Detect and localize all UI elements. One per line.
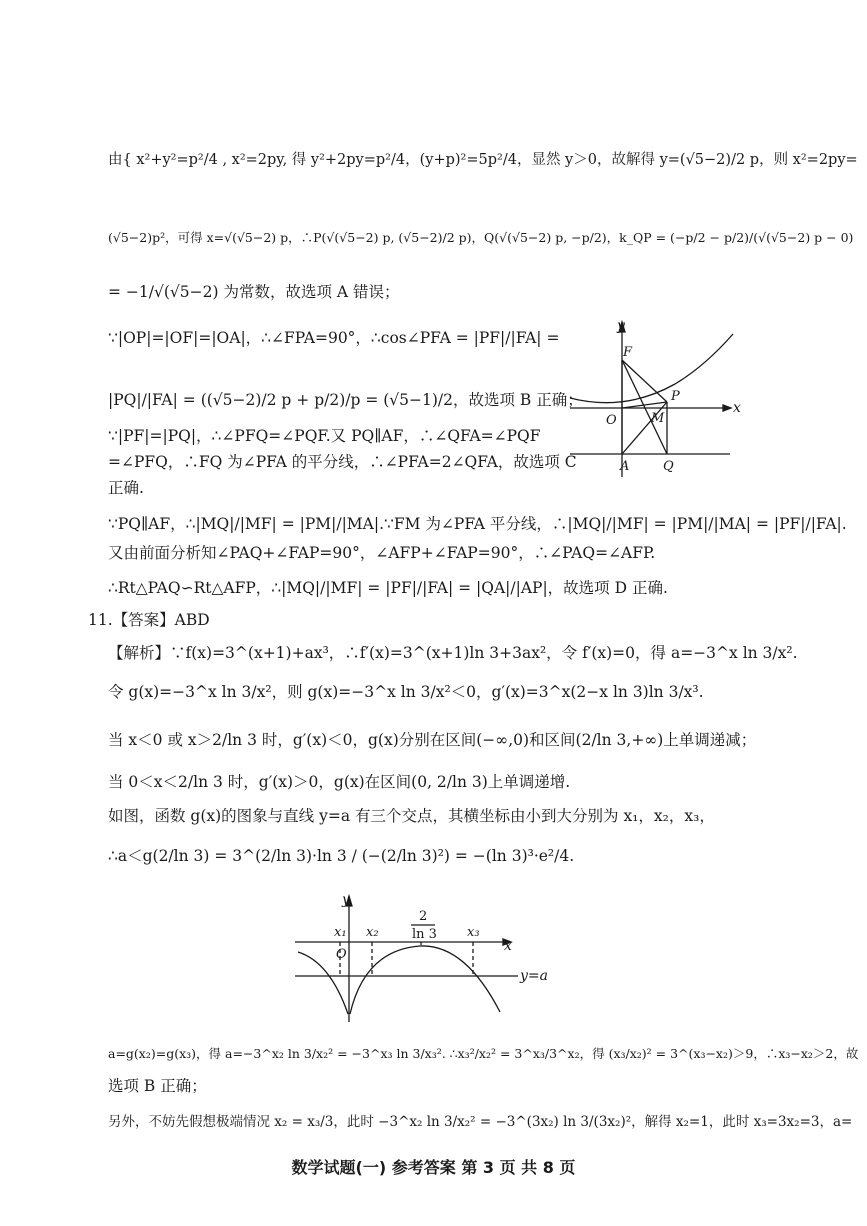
p11-answer-heading: 11.【答案】ABD: [88, 611, 210, 629]
page-footer: 数学试题(一) 参考答案 第 3 页 共 8 页: [291, 1158, 576, 1177]
p11-line-8: 选项 B 正确；: [108, 1077, 207, 1095]
p11-line-4: 当 0＜x＜2/ln 3 时，g′(x)＞0，g(x)在区间(0, 2/ln 3)上单调递增.: [108, 773, 571, 791]
label-F: F: [623, 345, 633, 360]
p10-line-1: 由{ x²+y²=p²/4 , x²=2py, 得 y²+2py=p²/4，(y+p)²=5p²/4，显然 y＞0，故解得 y=(√5−2)/2 p，则 x²=2py=: [108, 152, 858, 168]
label-peak-numerator: 2: [419, 909, 428, 924]
p11-line-6: ∴a＜g(2/ln 3) = 3^(2/ln 3)·ln 3 / (−(2/ln 3)²) = −(ln 3)³·e²/4.: [108, 847, 575, 865]
label-x2: x₂: [366, 925, 379, 940]
label-M: M: [651, 411, 665, 426]
label-A: A: [620, 459, 630, 474]
p10-line-4: ∵|OP|=|OF|=|OA|，∴∠FPA=90°，∴cos∠PFA = |PF|/|FA| =: [108, 329, 560, 347]
parabola-figure: [565, 312, 745, 482]
p11-line-9: 另外，不妨先假想极端情况 x₂ = x₃/3，此时 −3^x₂ ln 3/x₂² = −3^(3x₂) ln 3/(3x₂)²，解得 x₂=1，此时 x₃=3x₂=3，a=: [108, 1114, 853, 1130]
p10-line-6: ∵|PF|=|PQ|，∴∠PFQ=∠PQF.又 PQ∥AF，∴∠QFA=∠PQF: [108, 427, 541, 445]
segment-FP: [622, 360, 667, 402]
p10-line-2: (√5−2)p²，可得 x=√(√5−2) p，∴P(√(√5−2) p, (√5−2)/2 p)，Q(√(√5−2) p, −p/2)，k_QP = (−p/2 − p/2)/(√(√5−2) p − 0): [108, 230, 854, 245]
p11-line-2: 令 g(x)=−3^x ln 3/x²，则 g(x)=−3^x ln 3/x²＜0，g′(x)=3^x(2−x ln 3)ln 3/x³.: [108, 683, 704, 701]
parabola-curve: [570, 334, 733, 403]
p10-line-3: = −1/√(√5−2) 为常数，故选项 A 错误；: [108, 283, 400, 301]
p11-line-1: 【解析】∵f(x)=3^(x+1)+ax³，∴f′(x)=3^(x+1)ln 3+3ax²，令 f′(x)=0，得 a=−3^x ln 3/x².: [108, 644, 798, 662]
label-x3: x₃: [467, 925, 480, 940]
p11-line-7: a=g(x₂)=g(x₃)，得 a=−3^x₂ ln 3/x₂² = −3^x₃ ln 3/x₃². ∴x₃²/x₂² = 3^x₃/3^x₂，得 (x₃/x₂)² = 3^(x₃−x₂)＞9，∴x₃−x₂＞2，故: [108, 1046, 859, 1061]
p10-line-11: ∴Rt△PAQ∽Rt△AFP，∴|MQ|/|MF| = |PF|/|FA| = |QA|/|AP|，故选项 D 正确.: [108, 579, 668, 597]
p11-line-5: 如图，函数 g(x)的图象与直线 y=a 有三个交点，其横坐标由小到大分别为 x₁，x₂，x₃，: [108, 807, 715, 825]
label-O: O: [336, 947, 347, 962]
gx-graph-figure: [290, 890, 560, 1025]
p10-line-10: 又由前面分析知∠PAQ+∠FAP=90°，∠AFP+∠FAP=90°，∴∠PAQ=∠AFP.: [108, 544, 656, 562]
label-y: y: [342, 892, 350, 908]
label-Q: Q: [663, 459, 674, 474]
label-y: y: [617, 318, 625, 334]
p10-line-8: 正确.: [108, 479, 144, 497]
p10-line-9: ∵PQ∥AF，∴|MQ|/|MF| = |PM|/|MA|.∵FM 为∠PFA 平分线，∴|MQ|/|MF| = |PM|/|MA| = |PF|/|FA|.: [108, 515, 847, 533]
p10-line-5: |PQ|/|FA| = ((√5−2)/2 p + p/2)/p = (√5−1)/2，故选项 B 正确；: [108, 391, 583, 409]
label-x1: x₁: [334, 925, 347, 940]
x-axis-arrow: [723, 405, 731, 411]
p10-line-7: =∠PFQ，∴FQ 为∠PFA 的平分线，∴∠PFA=2∠QFA，故选项 C: [108, 453, 577, 471]
label-x: x: [733, 400, 741, 416]
label-peak-denominator: ln 3: [412, 927, 437, 942]
label-P: P: [671, 389, 680, 404]
segment-AP: [622, 402, 667, 454]
label-y-equals-a: y=a: [520, 968, 548, 984]
label-O: O: [606, 413, 617, 428]
label-x: x: [504, 938, 512, 954]
p11-line-3: 当 x＜0 或 x＞2/ln 3 时，g′(x)＜0，g(x)分别在区间(−∞,0)和区间(2/ln 3,+∞)上单调递减；: [108, 731, 757, 749]
